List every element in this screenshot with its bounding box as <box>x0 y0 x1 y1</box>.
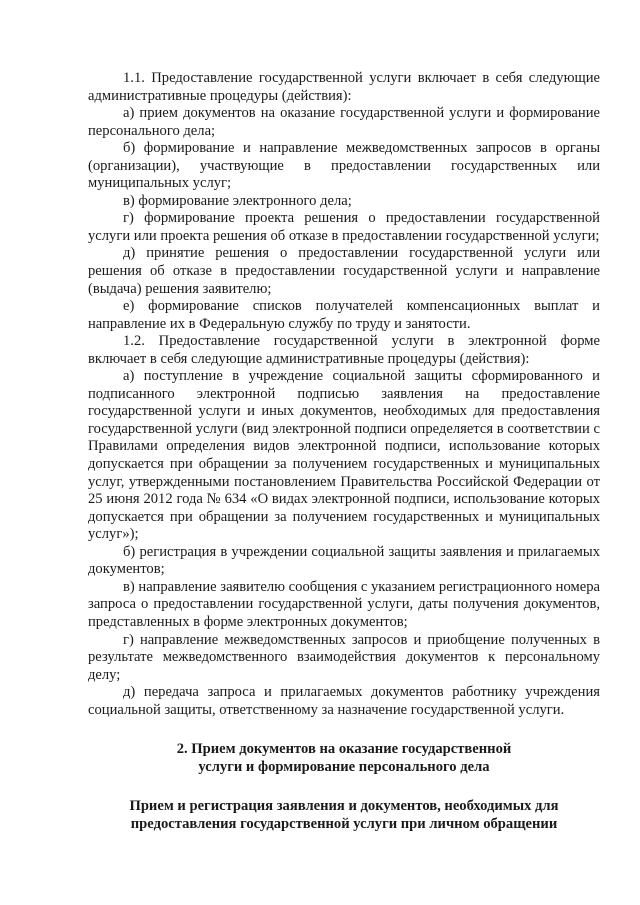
list-item-b-electronic: б) регистрация в учреждении социальной защиты заявления и прилагаемых документов; <box>88 543 600 578</box>
list-item-g-electronic: г) направление межведомственных запросов и приобщение полученных в результате межведомственного взаимодействия документов к персональному делу; <box>88 631 600 683</box>
subsection-heading-line-1: Прием и регистрация заявления и документов, необходимых для <box>129 798 559 815</box>
headings-block <box>88 741 600 833</box>
list-item-e: е) формирование списков получателей компенсационных выплат и направление их в Федеральную службу по труду и занятости. <box>88 298 600 332</box>
section-heading <box>88 741 600 776</box>
section-heading-line-1: 2. Прием документов на оказание государственной <box>176 741 512 758</box>
list-item-a-electronic: а) поступление в учреждение социальной защиты сформированного и подписанного электронной подписью заявления на предоставление государственной услуги и иных документов, необходимых для предоставления государственной услуги (вид электронной подписи определяется в соответствии с Правилами определения видов электронной подписи, использование которых допускается при обращении за получением государственных и муниципальных услуг, утвержденными постановлением Правительства Российской Федерации от 25 июня 2012 года № 634 «О видах электронной подписи, использование которых допускается при обращении за получением государственных и муниципальных услуг»); <box>88 368 600 543</box>
list-item-g: г) формирование проекта решения о предоставлении государственной услуги или проекта решения об отказе в предоставлении государственной услуги; <box>88 210 600 244</box>
paragraph-1-2-intro: 1.2. Предоставление государственной услуги в электронной форме включает в себя следующие административные процедуры (действия): <box>88 333 600 367</box>
document-page <box>88 70 600 856</box>
paragraph-1-1-intro: 1.1. Предоставление государственной услуги включает в себя следующие административные процедуры (действия): <box>88 70 600 104</box>
subsection-heading <box>88 798 600 833</box>
list-item-a: а) прием документов на оказание государственной услуги и формирование персонального дела; <box>88 105 600 139</box>
list-item-d: д) принятие решения о предоставлении государственной услуги или решения об отказе в предоставлении государственной услуги и направление (выдача) решения заявителю; <box>88 245 600 297</box>
subsection-heading-line-2: предоставления государственной услуги при личном обращении <box>130 816 558 833</box>
list-item-d-electronic: д) передача запроса и прилагаемых документов работнику учреждения социальной защиты, ответственному за назначение государственной услуги. <box>88 684 600 718</box>
list-item-v-electronic: в) направление заявителю сообщения с указанием регистрационного номера запроса о предоставлении государственной услуги, даты получения документов, представленных в форме электронных документов; <box>88 578 600 630</box>
section-heading-line-2: услуги и формирование персонального дела <box>198 758 490 775</box>
list-item-b: б) формирование и направление межведомственных запросов в органы (организации), участвующие в предоставлении государственных или муниципальных услуг; <box>88 140 600 192</box>
list-item-v: в) формирование электронного дела; <box>123 192 352 209</box>
document-body <box>88 70 600 719</box>
